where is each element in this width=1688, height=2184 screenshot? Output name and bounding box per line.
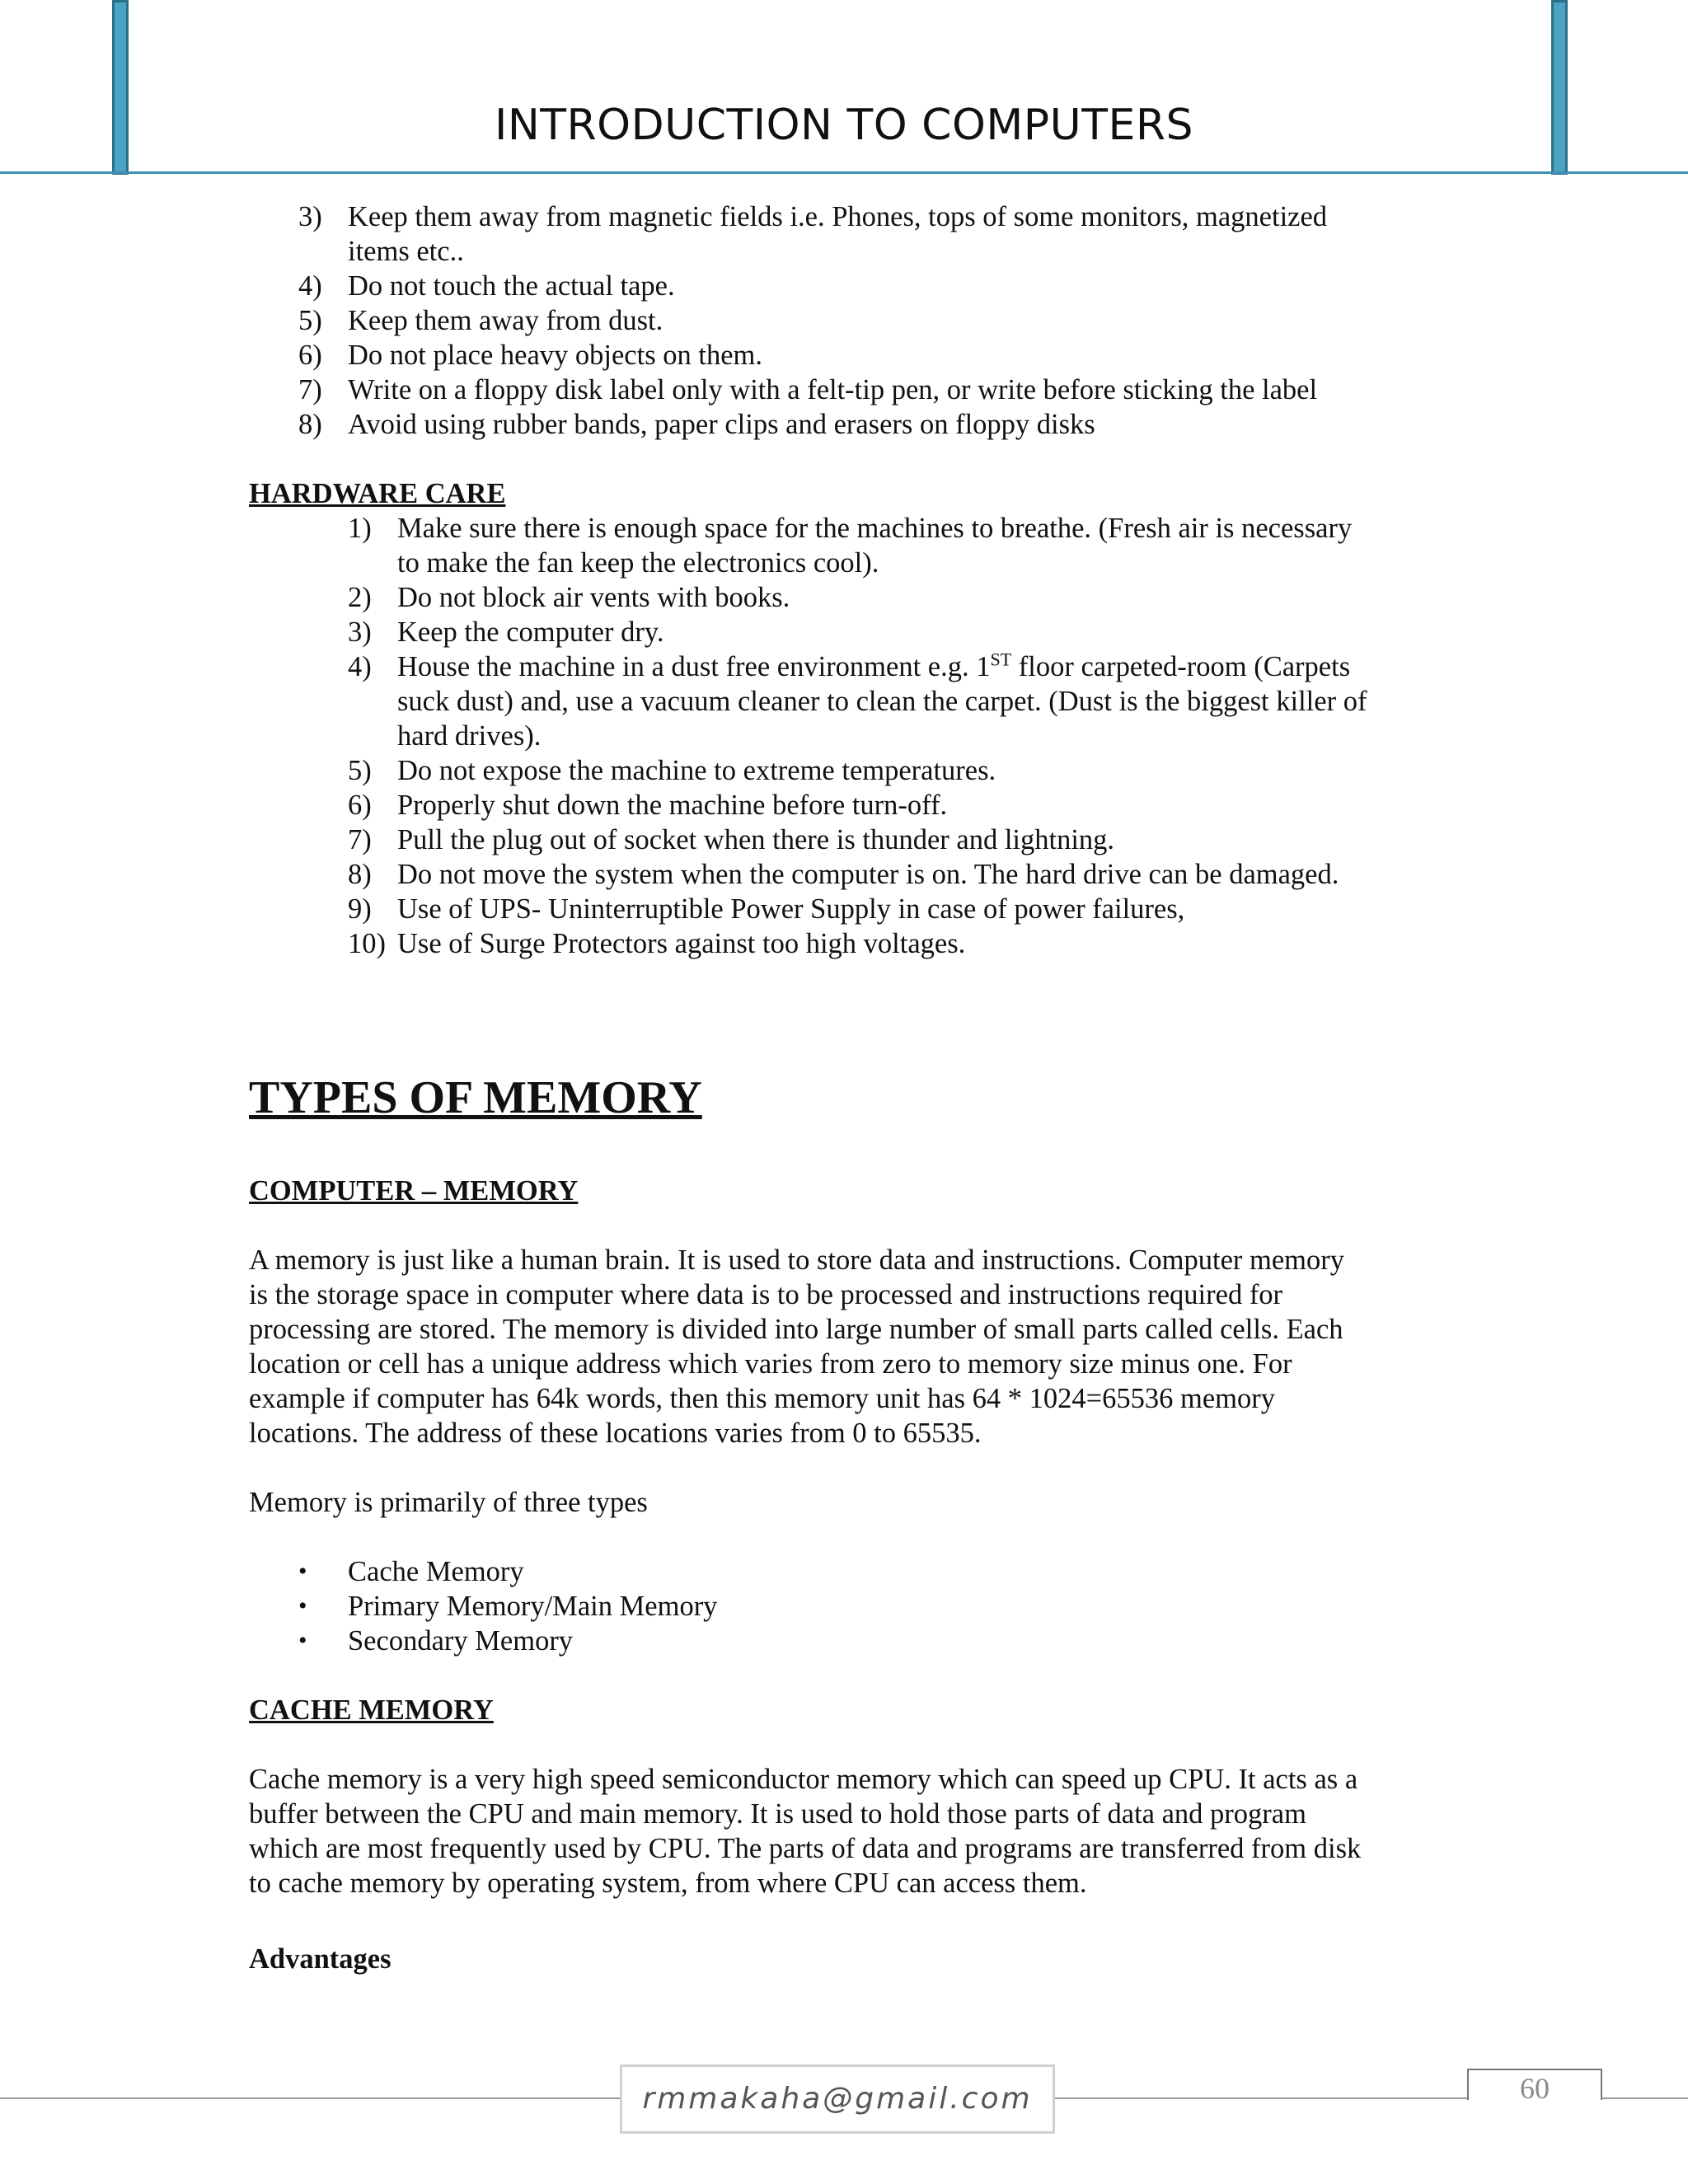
- list-item-text: hard drives).: [397, 720, 542, 752]
- list-item-text: Keep them away from magnetic fields i.e. Phones, tops of some monitors, magnetized: [348, 201, 1328, 232]
- bullet-icon: •: [298, 1558, 307, 1585]
- list-item-text: Use of Surge Protectors against too high voltages.: [397, 928, 966, 959]
- types-of-memory-heading: TYPES OF MEMORY: [249, 1072, 702, 1123]
- list-item-number: 7): [348, 824, 372, 855]
- bullet-icon: •: [298, 1627, 307, 1654]
- footer-email: rmmakaha@gmail.com: [620, 2064, 1055, 2134]
- paragraph-line: which are most frequently used by CPU. The parts of data and programs are transferred from disk: [249, 1833, 1362, 1864]
- memory-types-intro: Memory is primarily of three types: [249, 1487, 648, 1518]
- list-item-number: 10): [348, 928, 386, 959]
- list-item-text: House the machine in a dust free environment e.g. 1ST floor carpeted-room (Carpets: [397, 649, 1351, 682]
- list-item-number: 5): [298, 305, 322, 336]
- bullet-icon: •: [298, 1592, 307, 1619]
- list-item-text: Avoid using rubber bands, paper clips and erasers on floppy disks: [348, 409, 1095, 440]
- paragraph-line: buffer between the CPU and main memory. It is used to hold those parts of data and program: [249, 1798, 1306, 1830]
- footer-divider-page: [1602, 2097, 1688, 2099]
- list-item-number: 1): [348, 513, 372, 544]
- paragraph-line: is the storage space in computer where data is to be processed and instructions required for: [249, 1279, 1283, 1310]
- list-item-number: 3): [348, 616, 372, 648]
- page-number: 60: [1467, 2069, 1602, 2100]
- list-item-number: 5): [348, 755, 372, 786]
- advantages-heading: Advantages: [249, 1943, 392, 1975]
- list-item-number: 2): [348, 582, 372, 613]
- list-item-text: Keep them away from dust.: [348, 305, 663, 336]
- footer-divider-left: [0, 2097, 620, 2099]
- list-item-number: 6): [348, 790, 372, 821]
- list-item-text: Do not block air vents with books.: [397, 582, 790, 613]
- list-item-text: Cache Memory: [348, 1556, 524, 1587]
- page-title: INTRODUCTION TO COMPUTERS: [495, 101, 1193, 150]
- footer-divider-right: [1055, 2097, 1467, 2099]
- header-divider: [0, 171, 1688, 174]
- list-item-number: 7): [298, 374, 322, 405]
- paragraph-line: location or cell has a unique address which varies from zero to memory size minus one. For: [249, 1348, 1292, 1380]
- list-item-text: Write on a floppy disk label only with a felt-tip pen, or write before sticking the label: [348, 374, 1318, 405]
- list-item-number: 3): [298, 201, 322, 232]
- list-item-text: Pull the plug out of socket when there is thunder and lightning.: [397, 824, 1115, 855]
- paragraph-line: example if computer has 64k words, then this memory unit has 64 * 1024=65536 memory: [249, 1383, 1275, 1414]
- list-item-text: Properly shut down the machine before turn-off.: [397, 790, 948, 821]
- list-item-number: 9): [348, 893, 372, 925]
- list-item-text: suck dust) and, use a vacuum cleaner to clean the carpet. (Dust is the biggest killer of: [397, 686, 1367, 717]
- paragraph-line: locations. The address of these locations varies from 0 to 65535.: [249, 1418, 982, 1449]
- list-item-text: items etc..: [348, 236, 464, 267]
- paragraph-line: A memory is just like a human brain. It is used to store data and instructions. Computer memory: [249, 1244, 1344, 1276]
- paragraph-line: processing are stored. The memory is divided into large number of small parts called cells. Each: [249, 1314, 1343, 1345]
- superscript-st: ST: [990, 649, 1012, 670]
- list-item-text: Do not place heavy objects on them.: [348, 340, 762, 371]
- list-item-text: Do not expose the machine to extreme temperatures.: [397, 755, 996, 786]
- cache-memory-heading: CACHE MEMORY: [249, 1694, 494, 1726]
- list-item-number: 6): [298, 340, 322, 371]
- list-item-text: Make sure there is enough space for the machines to breathe. (Fresh air is necessary: [397, 513, 1353, 544]
- list-item-text: Do not move the system when the computer is on. The hard drive can be damaged.: [397, 859, 1339, 890]
- list-item-number: 8): [348, 859, 372, 890]
- list-item-text: to make the fan keep the electronics cool).: [397, 547, 879, 579]
- list-item-text: Secondary Memory: [348, 1625, 574, 1657]
- list-item-number: 4): [348, 651, 372, 682]
- list-item-number: 8): [298, 409, 322, 440]
- list-item-text: Keep the computer dry.: [397, 616, 664, 648]
- paragraph-line: Cache memory is a very high speed semiconductor memory which can speed up CPU. It acts as a: [249, 1764, 1358, 1795]
- computer-memory-heading: COMPUTER – MEMORY: [249, 1175, 579, 1207]
- list-item-text: Primary Memory/Main Memory: [348, 1591, 718, 1622]
- list-item-text: Do not touch the actual tape.: [348, 270, 675, 302]
- list-item-number: 4): [298, 270, 322, 302]
- list-item-text: Use of UPS- Uninterruptible Power Supply in case of power failures,: [397, 893, 1185, 925]
- paragraph-line: to cache memory by operating system, from where CPU can access them.: [249, 1868, 1087, 1899]
- hardware-care-heading: HARDWARE CARE: [249, 478, 506, 509]
